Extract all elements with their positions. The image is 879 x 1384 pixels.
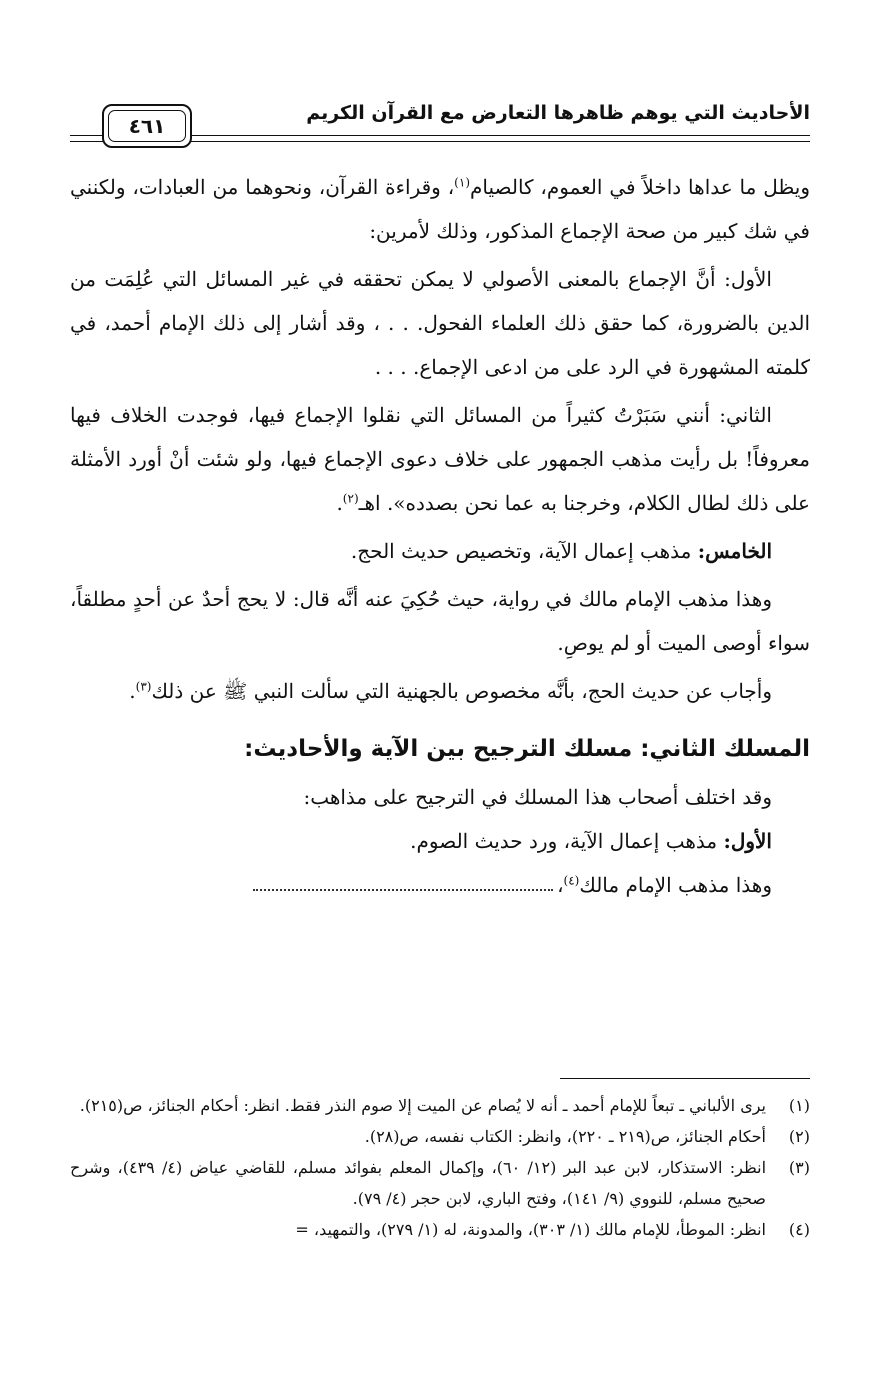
footnote-number: (٤) [788, 1220, 810, 1239]
text-run: ، وقراءة القرآن، ونحوهما من العبادات، ولكنني في شك كبير من صحة الإجماع المذكور، وذلك لأمرين: [70, 175, 810, 243]
ellipsis-dots [253, 883, 553, 891]
footnote-item [70, 1152, 810, 1214]
footnote-ref: (٢) [342, 491, 359, 506]
paragraph-hajj-answer [70, 669, 810, 713]
footnote-number: (٢) [788, 1127, 810, 1146]
section-heading: المسلك الثاني: مسلك الترجيح بين الآية والأحاديث: [244, 736, 810, 762]
footnote-text: يرى الألباني ـ تبعاً للإمام أحمد ـ أنه لا يُصام عن الميت إلا صوم النذر فقط. انظر: أحكام الجنائز، ص(٢١٥). [79, 1096, 766, 1115]
footnote-separator [560, 1078, 810, 1079]
paragraph-continuation [70, 165, 810, 253]
footnote-text: أحكام الجنائز، ص(٢١٩ ـ ٢٢٠)، وانظر: الكتاب نفسه، ص(٢٨). [364, 1127, 766, 1146]
paragraph-second-reason [70, 393, 810, 525]
footnote-text: انظر: الموطأ، للإمام مالك (١/ ٣٠٣)، والمدونة، له (١/ ٢٧٩)، والتمهيد، = [295, 1220, 766, 1239]
paragraph-label: الخامس: [697, 539, 772, 563]
running-header [70, 100, 810, 156]
footnote-ref: (٤) [563, 873, 580, 888]
footnotes [70, 1090, 810, 1245]
text-run: ويظل ما عداها داخلاً في العموم، كالصيام [470, 175, 810, 199]
text-run: مذهب إعمال الآية، ورد حديث الصوم. [410, 829, 724, 853]
footnote-number: (١) [788, 1096, 810, 1115]
text-run: وأجاب عن حديث الحج، بأنَّه مخصوص بالجهنية التي سألت النبي ﷺ عن ذلك [151, 679, 772, 703]
paragraph-malik-narration: وهذا مذهب الإمام مالك في رواية، حيث حُكِيَ عنه أنَّه قال: لا يحج أحدٌ عن أحدٍ مطلقاً، سواء أوصى الميت أو لم يوصِ. [70, 587, 810, 655]
paragraph-malik-school [70, 863, 810, 907]
footnote-number: (٣) [788, 1158, 810, 1177]
paragraph-label: الأول: [723, 829, 772, 853]
page-number: ٤٦١ [108, 110, 186, 142]
header-title: الأحاديث التي يوهم ظاهرها التعارض مع القرآن الكريم [306, 102, 810, 124]
text-run: وهذا مذهب الإمام مالك [579, 873, 772, 897]
main-text [70, 165, 810, 907]
text-run: . [336, 491, 343, 515]
footnote-item [70, 1121, 810, 1152]
footnote-text: انظر: الاستذكار، لابن عبد البر (١٢/ ٦٠)، وإكمال المعلم بفوائد مسلم، للقاضي عياض (٤/ ٤٣٩)، وشرح صحيح مسلم، للنووي (٩/ ١٤١)، وفتح الباري، لابن حجر (٤/ ٧٩). [70, 1158, 767, 1208]
paragraph-fifth-school [70, 529, 810, 573]
page-number-frame [102, 104, 192, 148]
paragraph-first-school [70, 819, 810, 863]
footnote-item [70, 1214, 810, 1245]
footnote-ref: (١) [454, 175, 470, 190]
footnote-ref: (٣) [135, 679, 152, 694]
text-run: . [129, 679, 136, 703]
footnote-item [70, 1090, 810, 1121]
text-run: الثاني: أنني سَبَرْتُ كثيراً من المسائل التي نقلوا الإجماع فيها، فوجدت الخلاف فيها معروفاً! بل رأيت مذهب الجمهور على خلاف دعوى الإجماع فيها، ولو شئت أنْ أورد الأمثلة على ذلك لطال الكلام، وخرجنا به عما نحن بصدده». اهـ [70, 403, 810, 515]
book-page [70, 0, 810, 1384]
text-run: ، [557, 873, 564, 897]
paragraph-first-reason: الأول: أنَّ الإجماع بالمعنى الأصولي لا يمكن تحققه في غير المسائل التي عُلِمَت من الدين بالضرورة، كما حقق ذلك العلماء الفحول. . . ، وقد أشار إلى ذلك الإمام أحمد، في كلمته المشهورة في الرد على من ادعى الإجماع. . . . [70, 267, 810, 379]
paragraph-disagreement: وقد اختلف أصحاب هذا المسلك في الترجيح على مذاهب: [303, 785, 772, 809]
text-run: مذهب إعمال الآية، وتخصيص حديث الحج. [350, 539, 698, 563]
